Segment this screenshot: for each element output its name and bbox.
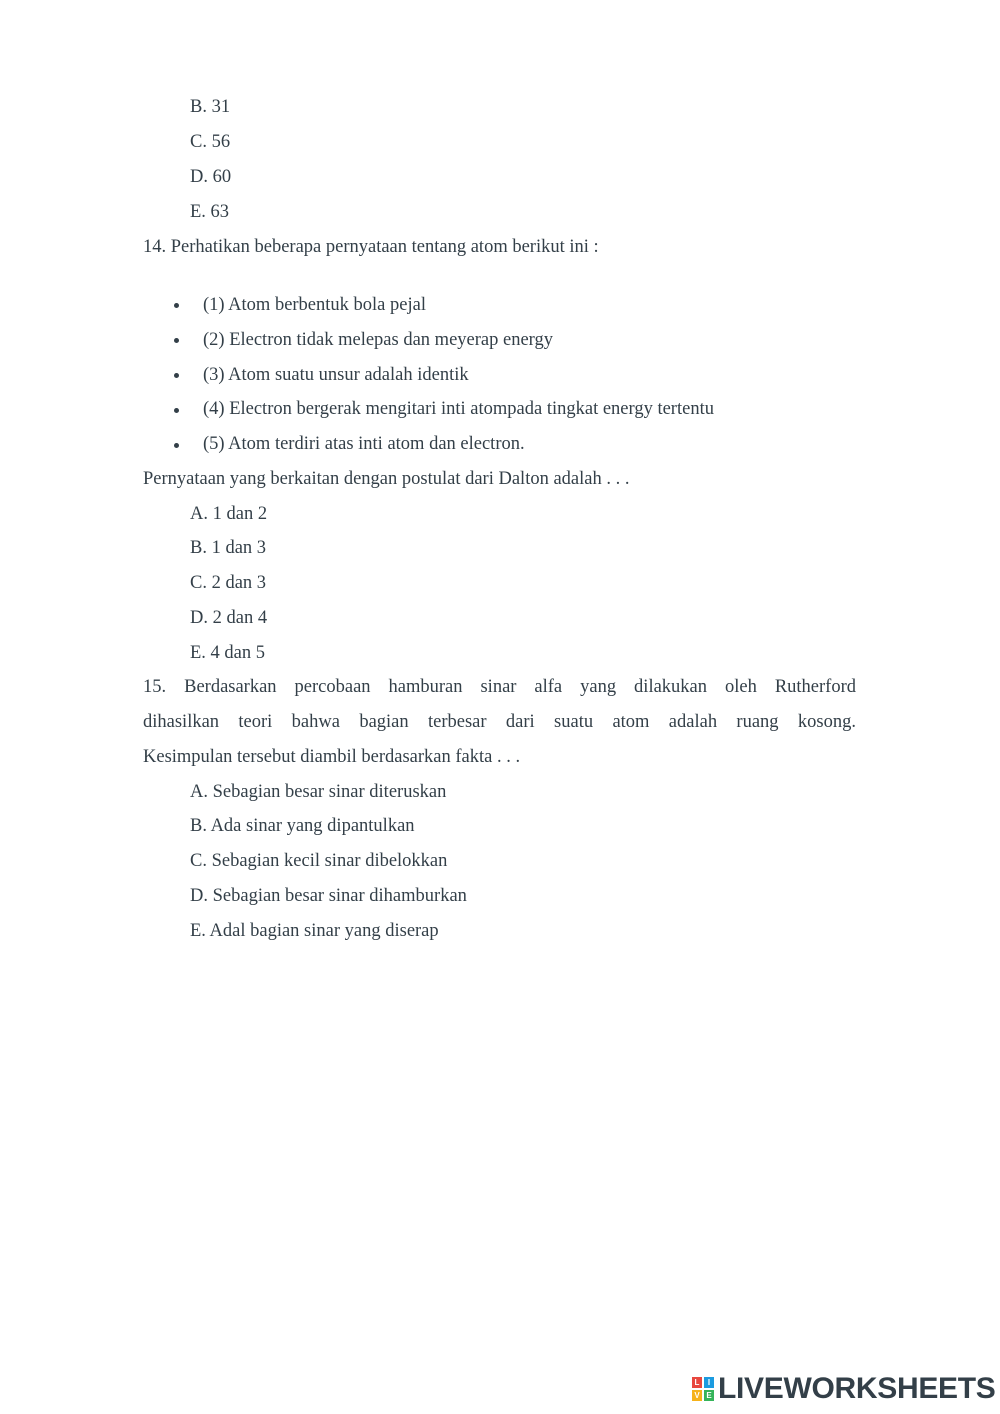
logo-badge-letter: I — [704, 1377, 714, 1388]
bullet-icon — [174, 443, 179, 448]
bullet-icon — [174, 408, 179, 413]
answer-option[interactable]: A. 1 dan 2 — [190, 504, 268, 524]
bullet-icon — [174, 373, 179, 378]
question-14-prompt: Pernyataan yang berkaitan dengan postulat dari Dalton adalah . . . — [143, 469, 630, 489]
question-15-line: Kesimpulan tersebut diambil berdasarkan fakta . . . — [143, 747, 521, 767]
logo-badge-letter: V — [692, 1390, 702, 1401]
answer-option[interactable]: A. Sebagian besar sinar diteruskan — [190, 782, 447, 802]
answer-option[interactable]: D. 60 — [190, 167, 232, 187]
statement-item: (3) Atom suatu unsur adalah identik — [203, 365, 469, 385]
statement-item: (5) Atom terdiri atas inti atom dan electron. — [203, 434, 525, 454]
question-15-line: dihasilkan teori bahwa bagian terbesar dari suatu atom adalah ruang kosong. — [143, 712, 856, 732]
logo-text: LIVEWORKSHEETS — [718, 1372, 996, 1405]
answer-option[interactable]: E. 63 — [190, 202, 230, 222]
logo-badge-icon — [692, 1377, 714, 1401]
liveworksheets-logo[interactable] — [692, 1374, 996, 1404]
answer-option[interactable]: C. 56 — [190, 132, 231, 152]
question-15-line: 15. Berdasarkan percobaan hamburan sinar alfa yang dilakukan oleh Rutherford — [143, 677, 856, 697]
bullet-icon — [174, 303, 179, 308]
bullet-icon — [174, 338, 179, 343]
answer-option[interactable]: E. 4 dan 5 — [190, 643, 266, 663]
logo-badge-letter: L — [692, 1377, 702, 1388]
answer-option[interactable]: C. 2 dan 3 — [190, 573, 267, 593]
question-14-text: 14. Perhatikan beberapa pernyataan tentang atom berikut ini : — [143, 237, 599, 257]
answer-option[interactable]: C. Sebagian kecil sinar dibelokkan — [190, 851, 448, 871]
statement-item: (4) Electron bergerak mengitari inti atompada tingkat energy tertentu — [203, 399, 714, 419]
answer-option[interactable]: B. 31 — [190, 97, 231, 117]
answer-option[interactable]: E. Adal bagian sinar yang diserap — [190, 921, 439, 941]
answer-option[interactable]: B. 1 dan 3 — [190, 538, 267, 558]
statement-item: (2) Electron tidak melepas dan meyerap energy — [203, 330, 553, 350]
statement-item: (1) Atom berbentuk bola pejal — [203, 295, 426, 315]
answer-option[interactable]: D. 2 dan 4 — [190, 608, 268, 628]
answer-option[interactable]: B. Ada sinar yang dipantulkan — [190, 816, 415, 836]
logo-badge-letter: E — [704, 1390, 714, 1401]
answer-option[interactable]: D. Sebagian besar sinar dihamburkan — [190, 886, 467, 906]
